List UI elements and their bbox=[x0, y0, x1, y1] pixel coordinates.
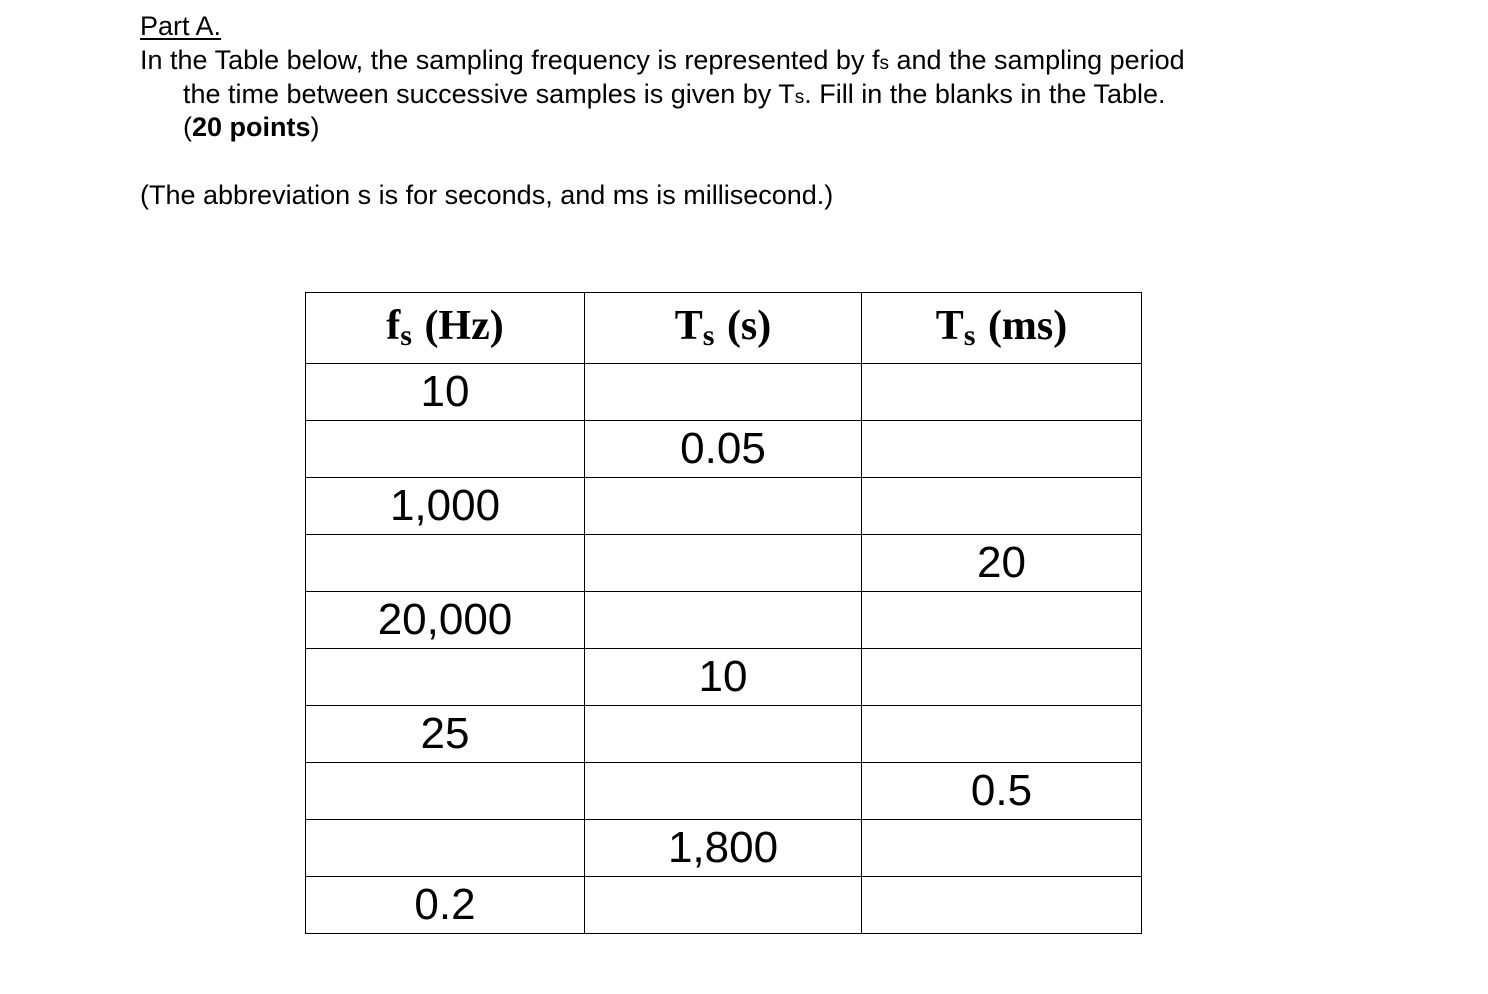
sampling-table bbox=[305, 292, 1142, 934]
cell-fs-hz[interactable]: 0.2 bbox=[306, 877, 585, 934]
cell-ts-s[interactable] bbox=[585, 364, 862, 421]
cell-ts-s[interactable] bbox=[585, 535, 862, 592]
cell-ts-s[interactable]: 0.05 bbox=[585, 421, 862, 478]
cell-ts-ms[interactable]: 20 bbox=[862, 535, 1142, 592]
abbreviation-note: (The abbreviation s is for seconds, and ms is millisecond.) bbox=[140, 180, 834, 210]
cell-ts-ms[interactable] bbox=[862, 649, 1142, 706]
cell-ts-s[interactable] bbox=[585, 877, 862, 934]
table-row bbox=[306, 763, 1142, 820]
cell-ts-ms[interactable] bbox=[862, 877, 1142, 934]
header-ts-ms-unit: (ms) bbox=[977, 303, 1068, 349]
table-row bbox=[306, 706, 1142, 763]
table-row bbox=[306, 592, 1142, 649]
cell-fs-hz[interactable] bbox=[306, 649, 585, 706]
header-row bbox=[306, 293, 1142, 364]
cell-fs-hz[interactable] bbox=[306, 763, 585, 820]
intro-line-1-text-b: and the sampling period bbox=[888, 45, 1185, 75]
table-row bbox=[306, 877, 1142, 934]
cell-fs-hz[interactable] bbox=[306, 421, 585, 478]
header-fs-subscript: s bbox=[400, 319, 412, 352]
header-ts-ms bbox=[862, 293, 1142, 364]
table-row bbox=[306, 649, 1142, 706]
points-open-paren: ( bbox=[183, 112, 192, 142]
cell-ts-s[interactable]: 10 bbox=[585, 649, 862, 706]
cell-fs-hz[interactable] bbox=[306, 535, 585, 592]
part-title: Part A. bbox=[140, 11, 222, 41]
header-ts-ms-subscript: s bbox=[963, 319, 976, 352]
header-fs-hz bbox=[306, 293, 585, 364]
cell-fs-hz[interactable]: 25 bbox=[306, 706, 585, 763]
header-ts-s-unit: (s) bbox=[716, 303, 772, 349]
table-row bbox=[306, 535, 1142, 592]
points-close-paren: ) bbox=[310, 112, 320, 142]
header-ts-s-symbol: T bbox=[674, 303, 703, 349]
table-row bbox=[306, 364, 1142, 421]
intro-line-1 bbox=[140, 44, 1185, 80]
points-line bbox=[183, 111, 320, 143]
cell-fs-hz[interactable]: 20,000 bbox=[306, 592, 585, 649]
cell-ts-ms[interactable] bbox=[862, 820, 1142, 877]
cell-ts-ms[interactable] bbox=[862, 706, 1142, 763]
cell-ts-ms[interactable] bbox=[862, 421, 1142, 478]
cell-ts-s[interactable] bbox=[585, 763, 862, 820]
table-row bbox=[306, 421, 1142, 478]
cell-fs-hz[interactable]: 10 bbox=[306, 364, 585, 421]
header-ts-s bbox=[585, 293, 862, 364]
intro-line-2-subscript: s bbox=[794, 87, 805, 108]
header-fs-unit: (Hz) bbox=[413, 303, 504, 349]
cell-fs-hz[interactable] bbox=[306, 820, 585, 877]
cell-ts-s[interactable] bbox=[585, 592, 862, 649]
cell-ts-ms[interactable] bbox=[862, 592, 1142, 649]
header-fs-symbol: f bbox=[386, 303, 401, 349]
intro-line-2-text-a: the time between successive samples is given by T bbox=[183, 79, 795, 109]
intro-line-2-text-b: . Fill in the blanks in the Table. bbox=[804, 79, 1166, 109]
intro-line-1-text-a: In the Table below, the sampling frequency is represented by f bbox=[140, 45, 880, 75]
cell-ts-s[interactable] bbox=[585, 706, 862, 763]
cell-ts-s[interactable]: 1,800 bbox=[585, 820, 862, 877]
cell-ts-ms[interactable] bbox=[862, 364, 1142, 421]
header-ts-ms-symbol: T bbox=[935, 303, 964, 349]
table-row bbox=[306, 820, 1142, 877]
cell-ts-s[interactable] bbox=[585, 478, 862, 535]
cell-fs-hz[interactable]: 1,000 bbox=[306, 478, 585, 535]
cell-ts-ms[interactable] bbox=[862, 478, 1142, 535]
cell-ts-ms[interactable]: 0.5 bbox=[862, 763, 1142, 820]
points-value: 20 points bbox=[192, 112, 311, 142]
table-row bbox=[306, 478, 1142, 535]
intro-line-2 bbox=[183, 78, 1166, 114]
header-ts-s-subscript: s bbox=[702, 319, 715, 352]
intro-line-1-subscript: s bbox=[879, 53, 889, 74]
